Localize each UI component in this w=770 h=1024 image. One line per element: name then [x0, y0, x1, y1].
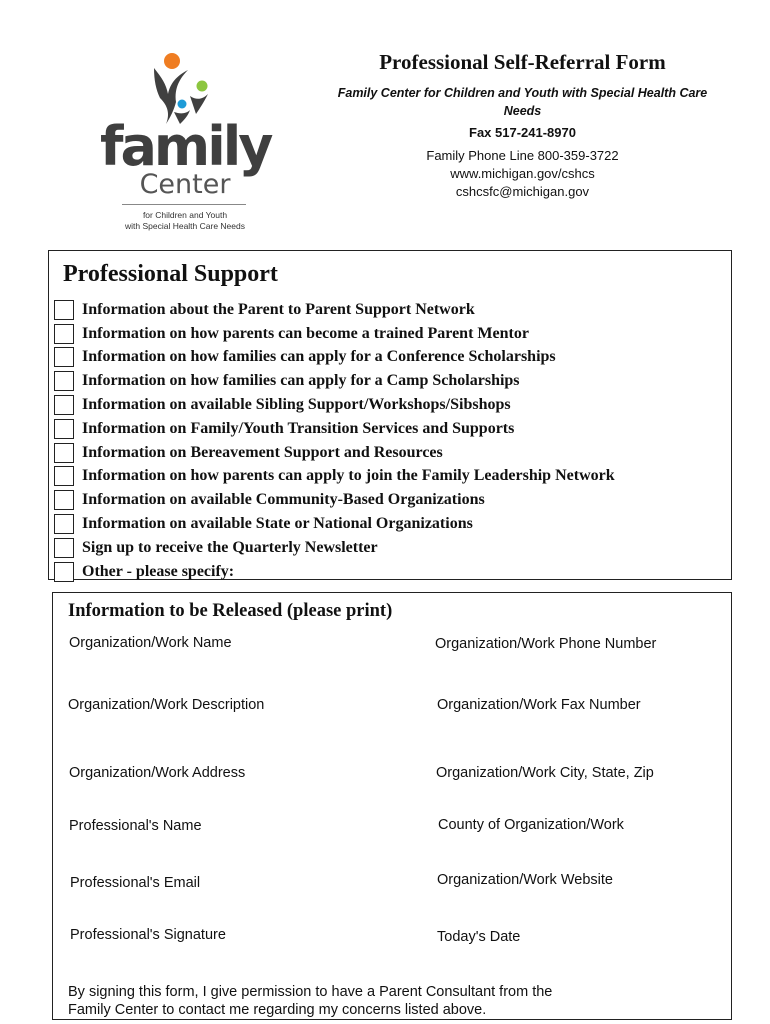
release-info-section: [52, 592, 732, 1020]
support-option-label: Information on Bereavement Support and Resources: [82, 443, 443, 461]
support-checkbox[interactable]: [54, 371, 74, 391]
consent-line-1: By signing this form, I give permission to have a Parent Consultant from the: [68, 984, 553, 1000]
todays-date-field[interactable]: Today's Date: [437, 929, 521, 945]
logo-center-text: Center: [139, 169, 231, 200]
family-phone-line: Family Phone Line 800-359-3722: [426, 148, 619, 163]
support-checkbox[interactable]: [54, 538, 74, 558]
support-option-label: Information on how families can apply for a Conference Scholarships: [82, 348, 556, 366]
support-option: [49, 536, 615, 560]
support-option: [49, 441, 615, 465]
logo-tagline: [96, 210, 274, 232]
support-option: [49, 512, 615, 536]
support-checkbox[interactable]: [54, 324, 74, 344]
support-option-label: Information on available Community-Based Organizations: [82, 491, 485, 509]
support-option: [49, 488, 615, 512]
professional-support-heading: Professional Support: [63, 261, 278, 287]
org-city-state-zip-field[interactable]: Organization/Work City, State, Zip: [436, 765, 654, 781]
support-option: [49, 417, 615, 441]
support-checkbox[interactable]: [54, 395, 74, 415]
support-option: [49, 346, 615, 370]
org-address-field[interactable]: Organization/Work Address: [69, 765, 246, 781]
email-link[interactable]: cshcsfc@michigan.gov: [455, 184, 590, 199]
family-center-logo: [96, 48, 276, 238]
county-field[interactable]: County of Organization/Work: [438, 817, 624, 833]
fax-number: Fax 517-241-8970: [469, 125, 576, 140]
support-checkbox[interactable]: [54, 466, 74, 486]
support-option-label: Information on how parents can become a trained Parent Mentor: [82, 324, 529, 342]
support-checkbox[interactable]: [54, 490, 74, 510]
form-title: Professional Self-Referral Form: [379, 50, 666, 74]
support-checkbox[interactable]: [54, 443, 74, 463]
support-option: [49, 465, 615, 489]
logo-wordmark: family: [100, 115, 271, 178]
support-checkbox[interactable]: [54, 562, 74, 582]
support-option: [49, 298, 615, 322]
support-checkbox[interactable]: [54, 514, 74, 534]
support-checkbox[interactable]: [54, 300, 74, 320]
support-option: [49, 560, 615, 584]
support-checkbox[interactable]: [54, 419, 74, 439]
support-option-label: Information on how families can apply for a Camp Scholarships: [82, 372, 520, 390]
support-option-label: Information about the Parent to Parent Support Network: [82, 300, 475, 318]
website-link[interactable]: www.michigan.gov/cshcs: [450, 166, 595, 181]
logo-tagline-line2: with Special Health Care Needs: [124, 221, 245, 231]
professional-support-section: [48, 250, 732, 580]
org-description-field[interactable]: Organization/Work Description: [68, 697, 265, 713]
professional-email-field[interactable]: Professional's Email: [70, 875, 201, 891]
form-subtitle: Family Center for Children and Youth with Special Health Care Needs: [337, 86, 708, 118]
logo-tagline-line1: for Children and Youth: [142, 210, 228, 220]
release-info-heading: Information to be Released (please print): [68, 601, 393, 621]
support-options-list: [49, 298, 615, 584]
professional-signature-field[interactable]: Professional's Signature: [70, 927, 226, 943]
professional-name-field[interactable]: Professional's Name: [69, 818, 202, 834]
consent-line-2: Family Center to contact me regarding my concerns listed above.: [68, 1002, 487, 1018]
support-option: [49, 322, 615, 346]
consent-statement: [68, 983, 688, 1019]
support-option: [49, 369, 615, 393]
org-name-field[interactable]: Organization/Work Name: [69, 635, 232, 651]
org-phone-field[interactable]: Organization/Work Phone Number: [435, 636, 657, 652]
support-option-label: Information on available State or National Organizations: [82, 515, 473, 533]
support-option-label: Information on how parents can apply to join the Family Leadership Network: [82, 467, 615, 485]
support-option-label: Sign up to receive the Quarterly Newsletter: [82, 538, 378, 556]
org-website-field[interactable]: Organization/Work Website: [437, 872, 613, 888]
support-option-label: Information on available Sibling Support/Workshops/Sibshops: [82, 396, 511, 414]
support-option-label: Information on Family/Youth Transition Services and Supports: [82, 419, 515, 437]
logo-divider: [122, 204, 246, 205]
support-option-label: Other - please specify:: [82, 562, 235, 580]
org-fax-field[interactable]: Organization/Work Fax Number: [437, 697, 641, 713]
support-option: [49, 393, 615, 417]
support-checkbox[interactable]: [54, 347, 74, 367]
